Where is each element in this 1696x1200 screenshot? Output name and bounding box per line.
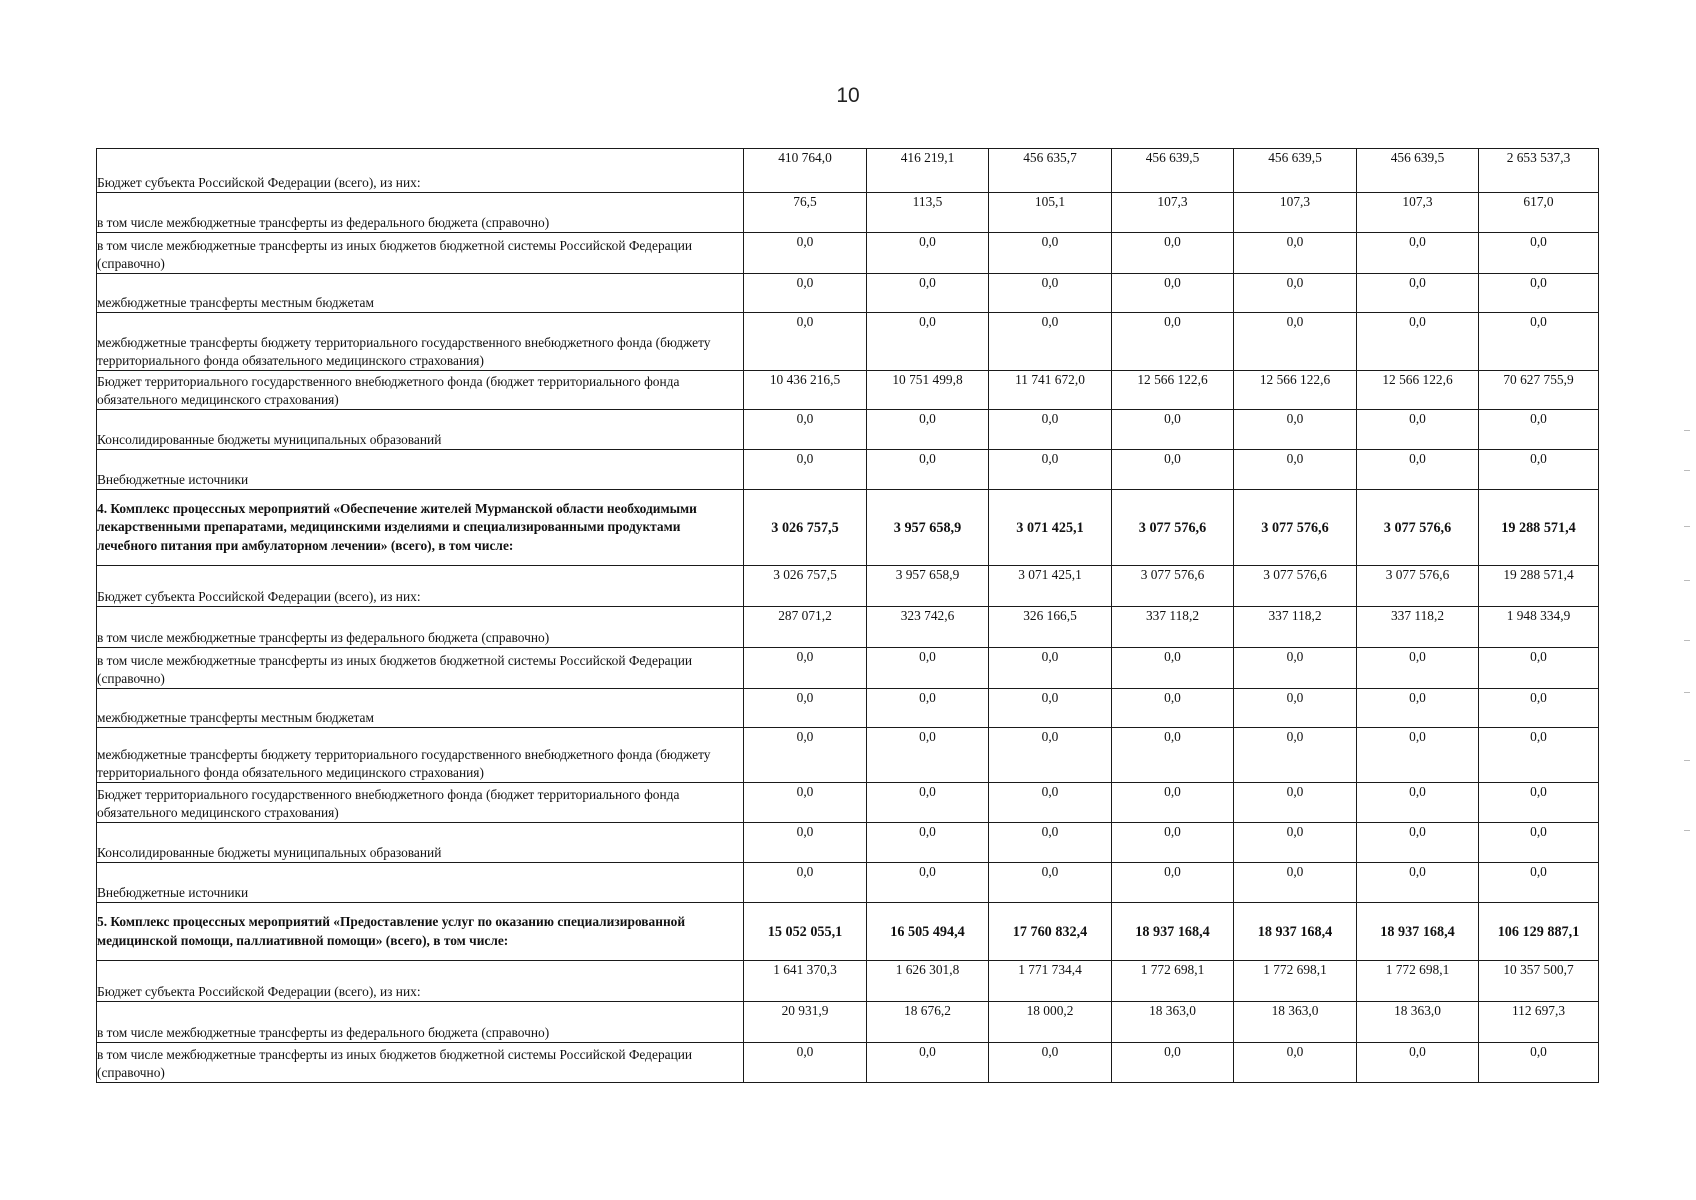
value-cell: 0,0: [744, 823, 867, 863]
value-cell: 0,0: [1479, 823, 1599, 863]
value-cell: 12 566 122,6: [1112, 371, 1234, 410]
value-cell: 0,0: [867, 410, 989, 450]
table-row: [97, 783, 1599, 823]
table-row: [97, 233, 1599, 274]
value-cell: 0,0: [867, 274, 989, 313]
value-cell: 3 957 658,9: [867, 490, 989, 566]
value-cell: 0,0: [1112, 410, 1234, 450]
value-cell: 3 077 576,6: [1234, 566, 1357, 607]
value-cell: 18 937 168,4: [1112, 903, 1234, 961]
row-label: Бюджет субъекта Российской Федерации (всего), из них:: [97, 961, 744, 1002]
row-label: Внебюджетные источники: [97, 863, 744, 903]
table-row: [97, 274, 1599, 313]
value-cell: 0,0: [1234, 274, 1357, 313]
value-cell: 617,0: [1479, 193, 1599, 233]
value-cell: 0,0: [1479, 1043, 1599, 1083]
value-cell: 18 000,2: [989, 1002, 1112, 1043]
value-cell: 0,0: [1357, 313, 1479, 371]
value-cell: 18 363,0: [1357, 1002, 1479, 1043]
table-row: [97, 689, 1599, 728]
value-cell: 0,0: [1112, 689, 1234, 728]
row-label: в том числе межбюджетные трансферты из иных бюджетов бюджетной системы Российской Федерации (справочно): [97, 233, 744, 274]
value-cell: 0,0: [1479, 783, 1599, 823]
row-label: в том числе межбюджетные трансферты из федерального бюджета (справочно): [97, 607, 744, 648]
value-cell: 3 077 576,6: [1112, 566, 1234, 607]
value-cell: 0,0: [744, 863, 867, 903]
value-cell: 0,0: [867, 728, 989, 783]
value-cell: 20 931,9: [744, 1002, 867, 1043]
value-cell: 12 566 122,6: [1234, 371, 1357, 410]
value-cell: 456 639,5: [1112, 149, 1234, 193]
value-cell: 0,0: [989, 233, 1112, 274]
table-row-section-total: [97, 903, 1599, 961]
value-cell: 3 077 576,6: [1357, 566, 1479, 607]
table-row: [97, 149, 1599, 193]
value-cell: 0,0: [1479, 728, 1599, 783]
value-cell: 0,0: [989, 450, 1112, 490]
value-cell: 19 288 571,4: [1479, 490, 1599, 566]
table-row: [97, 193, 1599, 233]
value-cell: 17 760 832,4: [989, 903, 1112, 961]
value-cell: 0,0: [989, 689, 1112, 728]
value-cell: 1 772 698,1: [1357, 961, 1479, 1002]
value-cell: 0,0: [1112, 1043, 1234, 1083]
value-cell: 0,0: [1479, 648, 1599, 689]
value-cell: 0,0: [867, 823, 989, 863]
value-cell: 0,0: [1479, 410, 1599, 450]
value-cell: 0,0: [1479, 689, 1599, 728]
value-cell: 0,0: [744, 410, 867, 450]
value-cell: 3 071 425,1: [989, 490, 1112, 566]
value-cell: 416 219,1: [867, 149, 989, 193]
value-cell: 0,0: [867, 689, 989, 728]
row-label: в том числе межбюджетные трансферты из иных бюджетов бюджетной системы Российской Федерации (справочно): [97, 1043, 744, 1083]
row-label: Консолидированные бюджеты муниципальных образований: [97, 410, 744, 450]
value-cell: 107,3: [1357, 193, 1479, 233]
value-cell: 3 957 658,9: [867, 566, 989, 607]
table-row: [97, 313, 1599, 371]
value-cell: 0,0: [1112, 783, 1234, 823]
table-row: [97, 1043, 1599, 1083]
value-cell: 18 676,2: [867, 1002, 989, 1043]
value-cell: 0,0: [1357, 410, 1479, 450]
value-cell: 0,0: [744, 450, 867, 490]
row-label: 5. Комплекс процессных мероприятий «Предоставление услуг по оказанию специализированной медицинской помощи, паллиативной помощи» (всего), в том числе:: [97, 903, 744, 961]
value-cell: 0,0: [744, 648, 867, 689]
value-cell: 0,0: [1234, 233, 1357, 274]
value-cell: 0,0: [1357, 274, 1479, 313]
value-cell: 0,0: [1112, 648, 1234, 689]
value-cell: 3 071 425,1: [989, 566, 1112, 607]
value-cell: 3 077 576,6: [1112, 490, 1234, 566]
table-row: [97, 607, 1599, 648]
table-row-section-total: [97, 490, 1599, 566]
value-cell: 106 129 887,1: [1479, 903, 1599, 961]
row-label: Бюджет субъекта Российской Федерации (всего), из них:: [97, 149, 744, 193]
scan-edge-marks: [1684, 430, 1692, 850]
value-cell: 0,0: [989, 1043, 1112, 1083]
value-cell: 10 357 500,7: [1479, 961, 1599, 1002]
value-cell: 0,0: [744, 274, 867, 313]
value-cell: 0,0: [1112, 863, 1234, 903]
budget-table: [96, 148, 1599, 1083]
value-cell: 0,0: [1234, 728, 1357, 783]
value-cell: 112 697,3: [1479, 1002, 1599, 1043]
table-row: [97, 961, 1599, 1002]
value-cell: 0,0: [1112, 728, 1234, 783]
value-cell: 337 118,2: [1357, 607, 1479, 648]
value-cell: 0,0: [1479, 313, 1599, 371]
row-label: межбюджетные трансферты местным бюджетам: [97, 689, 744, 728]
table-row: [97, 450, 1599, 490]
value-cell: 0,0: [1234, 1043, 1357, 1083]
value-cell: 70 627 755,9: [1479, 371, 1599, 410]
row-label: межбюджетные трансферты местным бюджетам: [97, 274, 744, 313]
value-cell: 0,0: [1234, 783, 1357, 823]
value-cell: 0,0: [989, 823, 1112, 863]
row-label: Бюджет субъекта Российской Федерации (всего), из них:: [97, 566, 744, 607]
table-row: [97, 1002, 1599, 1043]
value-cell: 0,0: [1479, 274, 1599, 313]
table-row: [97, 863, 1599, 903]
value-cell: 1 626 301,8: [867, 961, 989, 1002]
value-cell: 0,0: [744, 233, 867, 274]
value-cell: 15 052 055,1: [744, 903, 867, 961]
value-cell: 0,0: [1234, 823, 1357, 863]
value-cell: 0,0: [1234, 410, 1357, 450]
value-cell: 107,3: [1112, 193, 1234, 233]
value-cell: 16 505 494,4: [867, 903, 989, 961]
value-cell: 11 741 672,0: [989, 371, 1112, 410]
table-row: [97, 728, 1599, 783]
value-cell: 10 751 499,8: [867, 371, 989, 410]
value-cell: 0,0: [1112, 450, 1234, 490]
value-cell: 0,0: [744, 783, 867, 823]
row-label: в том числе межбюджетные трансферты из федерального бюджета (справочно): [97, 193, 744, 233]
value-cell: 105,1: [989, 193, 1112, 233]
row-label: в том числе межбюджетные трансферты из федерального бюджета (справочно): [97, 1002, 744, 1043]
row-label: Бюджет территориального государственного внебюджетного фонда (бюджет территориального фонда обязательного медицинского страхования): [97, 783, 744, 823]
value-cell: 107,3: [1234, 193, 1357, 233]
value-cell: 18 363,0: [1234, 1002, 1357, 1043]
value-cell: 337 118,2: [1234, 607, 1357, 648]
value-cell: 0,0: [1479, 233, 1599, 274]
value-cell: 456 635,7: [989, 149, 1112, 193]
value-cell: 0,0: [1234, 689, 1357, 728]
value-cell: 0,0: [1357, 728, 1479, 783]
value-cell: 1 772 698,1: [1112, 961, 1234, 1002]
value-cell: 0,0: [744, 313, 867, 371]
value-cell: 410 764,0: [744, 149, 867, 193]
row-label: Внебюджетные источники: [97, 450, 744, 490]
row-label: 4. Комплекс процессных мероприятий «Обеспечение жителей Мурманской области необходимыми лекарственными препаратами, медицинскими изделиями и специализированными продуктами лечебного питания при амбулаторном лечении» (всего), в том числе:: [97, 490, 744, 566]
value-cell: 0,0: [1357, 648, 1479, 689]
value-cell: 0,0: [1234, 450, 1357, 490]
value-cell: 0,0: [744, 689, 867, 728]
value-cell: 0,0: [989, 863, 1112, 903]
value-cell: 18 363,0: [1112, 1002, 1234, 1043]
table-row: [97, 648, 1599, 689]
value-cell: 323 742,6: [867, 607, 989, 648]
value-cell: 0,0: [744, 1043, 867, 1083]
table-row: [97, 371, 1599, 410]
value-cell: 0,0: [1234, 648, 1357, 689]
value-cell: 0,0: [1357, 823, 1479, 863]
value-cell: 456 639,5: [1357, 149, 1479, 193]
value-cell: 0,0: [989, 274, 1112, 313]
value-cell: 3 026 757,5: [744, 490, 867, 566]
value-cell: 1 771 734,4: [989, 961, 1112, 1002]
value-cell: 12 566 122,6: [1357, 371, 1479, 410]
value-cell: 0,0: [867, 233, 989, 274]
page-number: 10: [836, 84, 860, 107]
value-cell: 337 118,2: [1112, 607, 1234, 648]
row-label: в том числе межбюджетные трансферты из иных бюджетов бюджетной системы Российской Федерации (справочно): [97, 648, 744, 689]
value-cell: 326 166,5: [989, 607, 1112, 648]
value-cell: 0,0: [867, 450, 989, 490]
value-cell: 0,0: [1479, 450, 1599, 490]
value-cell: 76,5: [744, 193, 867, 233]
value-cell: 0,0: [1112, 274, 1234, 313]
value-cell: 1 948 334,9: [1479, 607, 1599, 648]
value-cell: 0,0: [1357, 783, 1479, 823]
value-cell: 0,0: [867, 1043, 989, 1083]
value-cell: 3 026 757,5: [744, 566, 867, 607]
value-cell: 3 077 576,6: [1357, 490, 1479, 566]
value-cell: 0,0: [989, 728, 1112, 783]
value-cell: 0,0: [1357, 863, 1479, 903]
value-cell: 3 077 576,6: [1234, 490, 1357, 566]
value-cell: 18 937 168,4: [1234, 903, 1357, 961]
value-cell: 287 071,2: [744, 607, 867, 648]
value-cell: 0,0: [1112, 233, 1234, 274]
value-cell: 18 937 168,4: [1357, 903, 1479, 961]
value-cell: 456 639,5: [1234, 149, 1357, 193]
value-cell: 0,0: [1479, 863, 1599, 903]
row-label: межбюджетные трансферты бюджету территориального государственного внебюджетного фонда (бюджету территориального фонда обязательного медицинского страхования): [97, 728, 744, 783]
value-cell: 0,0: [867, 313, 989, 371]
value-cell: 0,0: [867, 783, 989, 823]
row-label: межбюджетные трансферты бюджету территориального государственного внебюджетного фонда (бюджету территориального фонда обязательного медицинского страхования): [97, 313, 744, 371]
value-cell: 0,0: [1112, 823, 1234, 863]
value-cell: 0,0: [989, 410, 1112, 450]
value-cell: 0,0: [989, 313, 1112, 371]
value-cell: 2 653 537,3: [1479, 149, 1599, 193]
table-row: [97, 566, 1599, 607]
value-cell: 1 772 698,1: [1234, 961, 1357, 1002]
value-cell: 0,0: [1357, 689, 1479, 728]
row-label: Бюджет территориального государственного внебюджетного фонда (бюджет территориального фонда обязательного медицинского страхования): [97, 371, 744, 410]
table-body: [97, 149, 1599, 1083]
value-cell: 0,0: [867, 863, 989, 903]
table-row: [97, 410, 1599, 450]
value-cell: 0,0: [989, 648, 1112, 689]
value-cell: 0,0: [989, 783, 1112, 823]
value-cell: 10 436 216,5: [744, 371, 867, 410]
value-cell: 0,0: [1357, 1043, 1479, 1083]
value-cell: 0,0: [1357, 450, 1479, 490]
value-cell: 0,0: [1357, 233, 1479, 274]
table-row: [97, 823, 1599, 863]
value-cell: 0,0: [744, 728, 867, 783]
value-cell: 0,0: [1234, 313, 1357, 371]
value-cell: 0,0: [867, 648, 989, 689]
value-cell: 0,0: [1112, 313, 1234, 371]
value-cell: 0,0: [1234, 863, 1357, 903]
row-label: Консолидированные бюджеты муниципальных образований: [97, 823, 744, 863]
value-cell: 19 288 571,4: [1479, 566, 1599, 607]
value-cell: 113,5: [867, 193, 989, 233]
value-cell: 1 641 370,3: [744, 961, 867, 1002]
